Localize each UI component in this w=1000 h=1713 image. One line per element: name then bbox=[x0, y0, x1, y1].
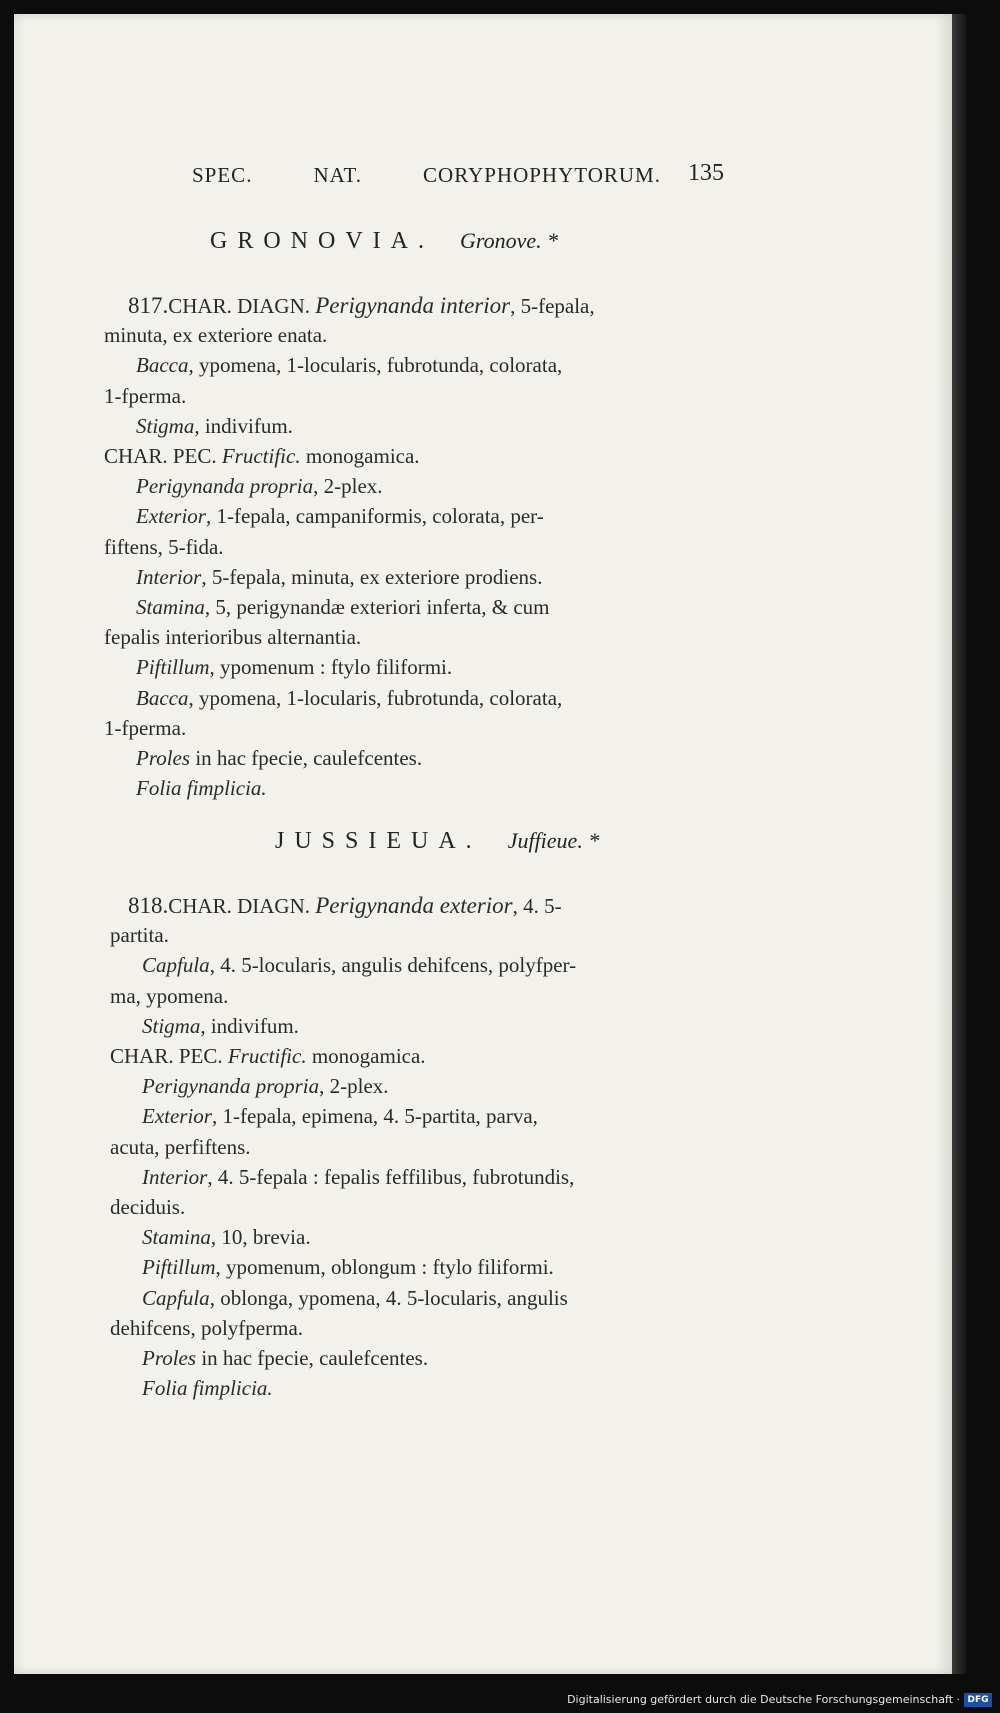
text-line bbox=[110, 1135, 251, 1160]
line-post: , ypomenum, oblongum : ftylo filiformi. bbox=[215, 1255, 554, 1280]
text-line bbox=[104, 323, 327, 348]
text-line bbox=[128, 293, 595, 319]
text-line bbox=[142, 1225, 311, 1250]
page-edge bbox=[952, 14, 966, 1674]
genus-heading-jussieua bbox=[275, 828, 599, 855]
text-line bbox=[104, 444, 420, 469]
line-text: fepalis interioribus alternantia. bbox=[104, 625, 362, 650]
line-post: in hac fpecie, caulefcentes. bbox=[196, 1346, 429, 1370]
line-it: Folia fimplicia. bbox=[142, 1376, 273, 1401]
line-post: , 5, perigynandæ exteriori inferta, & cum bbox=[204, 595, 550, 619]
line-it: Fructific. bbox=[227, 1044, 307, 1068]
line-it: Fructific. bbox=[221, 444, 301, 468]
line-sc: CHAR. PEC. bbox=[110, 1044, 223, 1068]
line-text: 1-fperma. bbox=[104, 383, 187, 408]
line-post: , 2-plex. bbox=[319, 1074, 389, 1099]
line-it: Piftillum bbox=[136, 655, 210, 680]
header-nat: NAT. bbox=[313, 163, 363, 187]
text-line bbox=[110, 1316, 303, 1341]
text-line bbox=[136, 565, 542, 590]
line-sc: CHAR. DIAGN. bbox=[168, 894, 310, 918]
line-post: , 2-plex. bbox=[313, 474, 383, 499]
text-line bbox=[128, 893, 562, 919]
text-line bbox=[142, 1376, 273, 1401]
line-post: , 1-fepala, campaniformis, colorata, per- bbox=[205, 504, 544, 529]
text-line bbox=[136, 655, 452, 680]
line-post: , ypomena, 1-locularis, fubrotunda, colorata, bbox=[188, 685, 563, 710]
line-post: , 1-fepala, epimena, 4. 5-partita, parva, bbox=[211, 1104, 538, 1129]
text-line bbox=[142, 1165, 574, 1190]
line-post: , 5-fepala, minuta, ex exteriore prodiens. bbox=[201, 564, 543, 589]
line-text: fiftens, 5-fida. bbox=[104, 534, 224, 559]
header-title: CORYPHOPHYTORUM. bbox=[423, 163, 661, 187]
line-sc: CHAR. DIAGN. bbox=[168, 294, 310, 318]
line-it: Perigynanda exterior bbox=[315, 893, 513, 918]
dfg-logo: DFG bbox=[964, 1693, 992, 1707]
text-line bbox=[110, 1044, 426, 1069]
line-post: monogamica. bbox=[300, 444, 420, 468]
line-it: Interior bbox=[142, 1164, 208, 1189]
line-it: Stigma bbox=[136, 413, 195, 438]
line-it: Proles bbox=[136, 746, 191, 770]
genus-name: JUSSIEUA. bbox=[275, 828, 482, 854]
line-text: partita. bbox=[110, 923, 169, 948]
line-text: 1-fperma. bbox=[104, 715, 187, 740]
page-number: 135 bbox=[688, 160, 724, 186]
line-post: , 4. 5- bbox=[512, 894, 562, 918]
text-line bbox=[136, 353, 562, 378]
text-line bbox=[104, 535, 224, 560]
text-line bbox=[142, 1014, 299, 1039]
text-line bbox=[136, 595, 550, 620]
text-line bbox=[110, 984, 228, 1009]
footer-credit: Digitalisierung gefördert durch die Deutsche Forschungsgemeinschaft · bbox=[567, 1693, 960, 1706]
line-text: dehifcens, polyfperma. bbox=[110, 1315, 304, 1340]
line-it: Stamina bbox=[136, 595, 205, 619]
line-it: Perigynanda propria bbox=[136, 474, 314, 499]
line-post: , 4. 5-locularis, angulis dehifcens, polyfper- bbox=[209, 953, 577, 978]
line-post: , indivifum. bbox=[200, 1013, 299, 1038]
line-it: Stigma bbox=[142, 1013, 201, 1038]
line-text: minuta, ex exteriore enata. bbox=[104, 323, 328, 348]
text-line bbox=[136, 776, 267, 801]
text-line bbox=[136, 474, 383, 499]
line-it: Piftillum bbox=[142, 1255, 216, 1280]
text-line bbox=[104, 625, 361, 650]
line-it: Capfula bbox=[142, 1285, 210, 1310]
line-post: , 10, brevia. bbox=[210, 1225, 311, 1250]
genus-heading-gronovia bbox=[210, 228, 558, 255]
line-post: , ypomena, 1-locularis, fubrotunda, colorata, bbox=[188, 353, 563, 378]
line-post: monogamica. bbox=[306, 1044, 426, 1068]
line-post: , oblonga, ypomena, 4. 5-locularis, angulis bbox=[209, 1285, 568, 1310]
line-it: Perigynanda propria bbox=[142, 1074, 320, 1099]
text-line bbox=[142, 1346, 428, 1371]
line-sc: CHAR. PEC. bbox=[104, 444, 217, 468]
line-it: Exterior bbox=[142, 1104, 212, 1129]
line-post: , ypomenum : ftylo filiformi. bbox=[209, 655, 453, 680]
text-line bbox=[136, 686, 562, 711]
text-line bbox=[104, 716, 186, 741]
text-line bbox=[104, 384, 186, 409]
text-line bbox=[142, 1255, 554, 1280]
line-post: in hac fpecie, caulefcentes. bbox=[190, 746, 423, 770]
line-it: Bacca bbox=[136, 685, 189, 710]
line-it: Exterior bbox=[136, 504, 206, 529]
genus-author: Gronove. * bbox=[460, 228, 559, 253]
line-post: , 4. 5-fepala : fepalis feffilibus, fubrotundis, bbox=[207, 1164, 575, 1189]
line-text: acuta, perfiftens. bbox=[110, 1134, 251, 1159]
line-it: Interior bbox=[136, 564, 202, 589]
genus-author: Juffieue. * bbox=[507, 828, 600, 853]
line-pre: 817. bbox=[128, 293, 169, 318]
line-it: Bacca bbox=[136, 353, 189, 378]
line-it: Capfula bbox=[142, 953, 210, 978]
line-it: Proles bbox=[142, 1346, 197, 1370]
text-line bbox=[142, 1104, 538, 1129]
text-line bbox=[142, 953, 576, 978]
line-it: Folia fimplicia. bbox=[136, 776, 267, 801]
line-post: , indivifum. bbox=[194, 413, 293, 438]
text-line bbox=[110, 923, 169, 948]
header-spec: SPEC. bbox=[192, 163, 253, 187]
text-line bbox=[136, 746, 422, 771]
line-pre: 818. bbox=[128, 893, 169, 918]
text-line bbox=[136, 504, 544, 529]
line-post: , 5-fepala, bbox=[510, 294, 595, 318]
running-header bbox=[192, 163, 752, 188]
genus-name: GRONOVIA. bbox=[210, 228, 434, 254]
line-it: Perigynanda interior bbox=[315, 293, 511, 318]
line-text: ma, ypomena. bbox=[110, 983, 229, 1008]
line-text: deciduis. bbox=[110, 1195, 186, 1219]
text-line bbox=[136, 414, 293, 439]
text-line bbox=[110, 1195, 185, 1220]
text-line bbox=[142, 1074, 389, 1099]
text-line bbox=[142, 1286, 568, 1311]
line-it: Stamina bbox=[142, 1225, 211, 1250]
